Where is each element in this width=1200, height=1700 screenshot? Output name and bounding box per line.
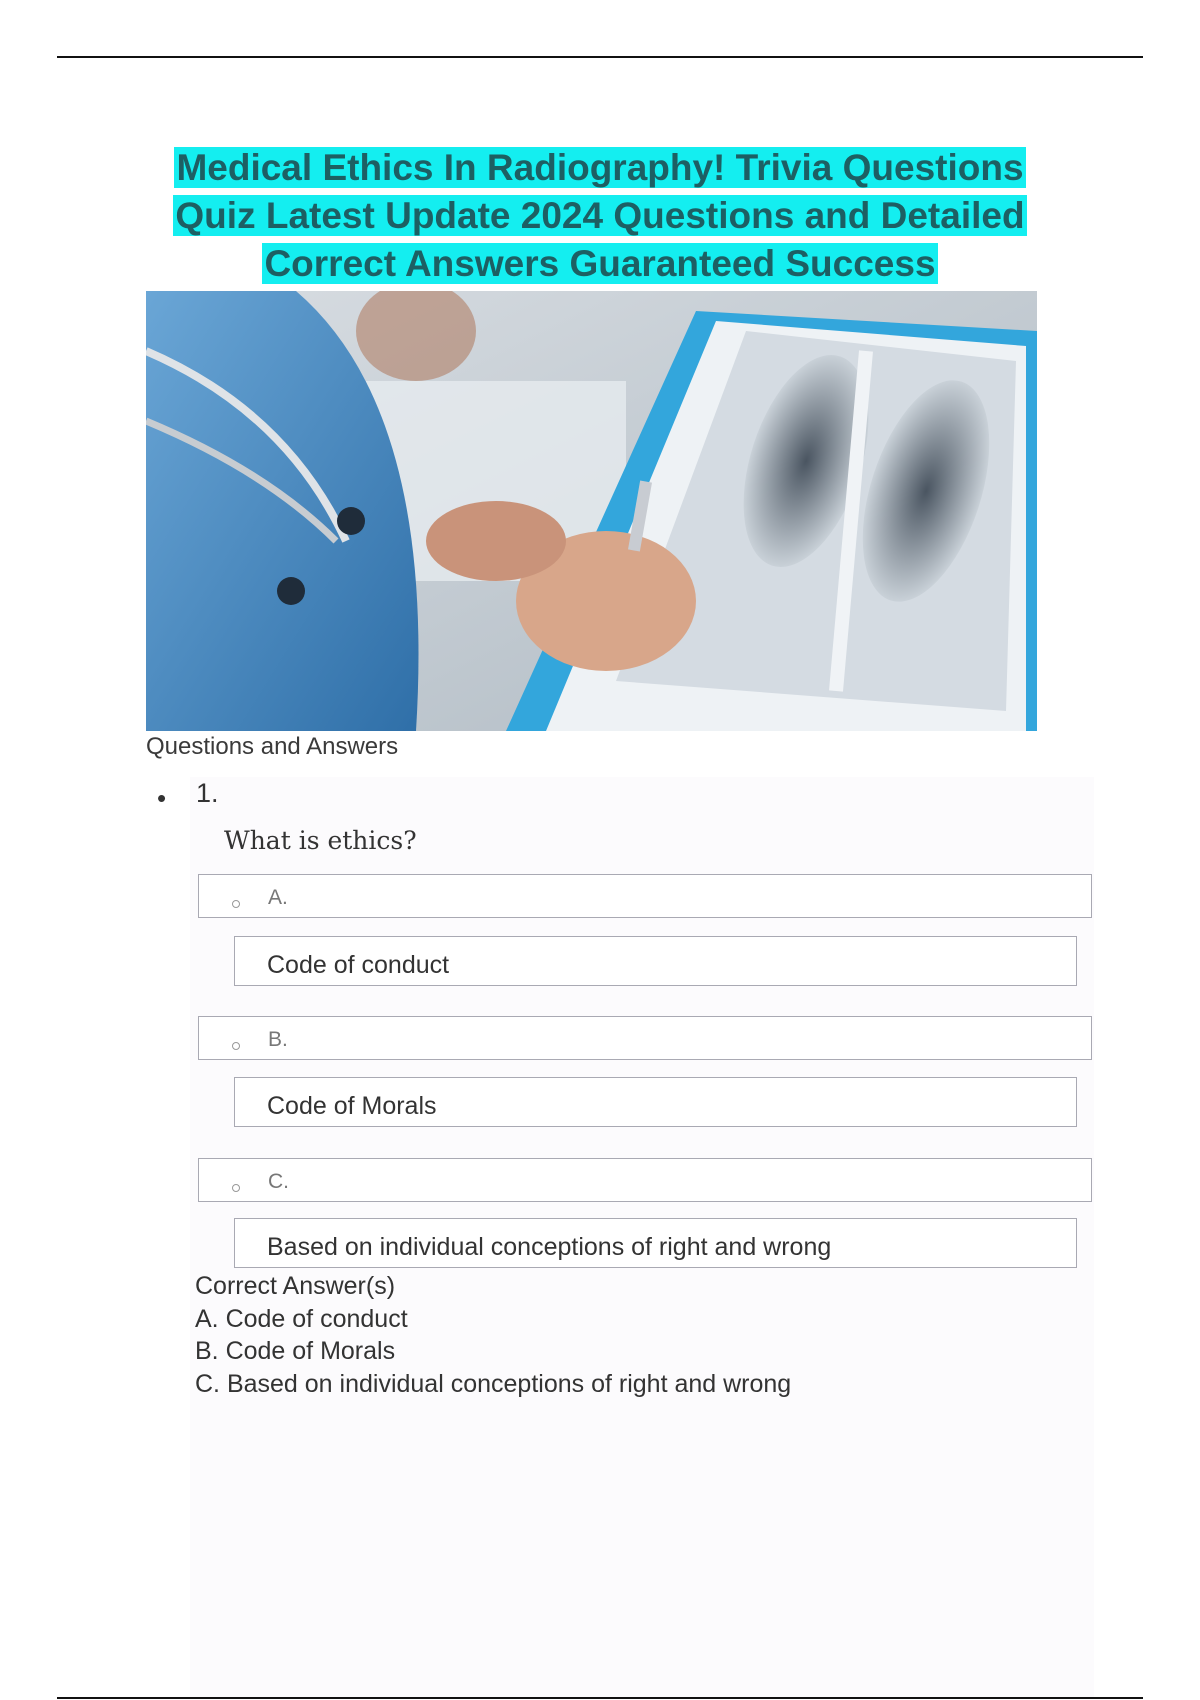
- radio-circle-icon[interactable]: [232, 1042, 240, 1050]
- title-line-3: Correct Answers Guaranteed Success: [264, 243, 936, 284]
- radio-circle-icon[interactable]: [232, 900, 240, 908]
- title-line-2: Quiz Latest Update 2024 Questions and Detailed: [175, 195, 1025, 236]
- correct-answer-item: A. Code of conduct: [195, 1304, 408, 1333]
- bottom-rule: [57, 1697, 1143, 1699]
- correct-answers-heading: Correct Answer(s): [195, 1272, 396, 1300]
- option-letter: B.: [268, 1028, 288, 1051]
- option-letter: A.: [268, 886, 288, 909]
- question-number: 1.: [196, 778, 219, 808]
- section-label: Questions and Answers: [146, 733, 399, 760]
- option-letter: C.: [268, 1170, 289, 1193]
- option-text: Based on individual conceptions of right and wrong: [267, 1233, 832, 1261]
- top-rule: [57, 56, 1143, 58]
- chest-xray-illustration: [146, 291, 1037, 731]
- question-text: What is ethics?: [224, 826, 417, 855]
- radio-circle-icon[interactable]: [232, 1184, 240, 1192]
- correct-answers: [195, 1270, 791, 1400]
- chest-xray-photo: [146, 291, 1037, 731]
- option-c-answer[interactable]: [234, 1218, 1077, 1268]
- option-text: Code of conduct: [267, 951, 450, 979]
- option-c-header[interactable]: [198, 1158, 1092, 1202]
- page-title: [140, 144, 1060, 288]
- title-line-1: Medical Ethics In Radiography! Trivia Questions: [176, 147, 1024, 188]
- correct-answer-item: B. Code of Morals: [195, 1337, 396, 1365]
- option-a-header[interactable]: [198, 874, 1092, 918]
- option-a-answer[interactable]: [234, 936, 1077, 986]
- list-bullet: •: [157, 783, 167, 813]
- option-b-answer[interactable]: [234, 1077, 1077, 1127]
- option-b-header[interactable]: [198, 1016, 1092, 1060]
- correct-answer-item: C. Based on individual conceptions of right and wrong: [195, 1369, 792, 1398]
- option-text: Code of Morals: [267, 1092, 437, 1120]
